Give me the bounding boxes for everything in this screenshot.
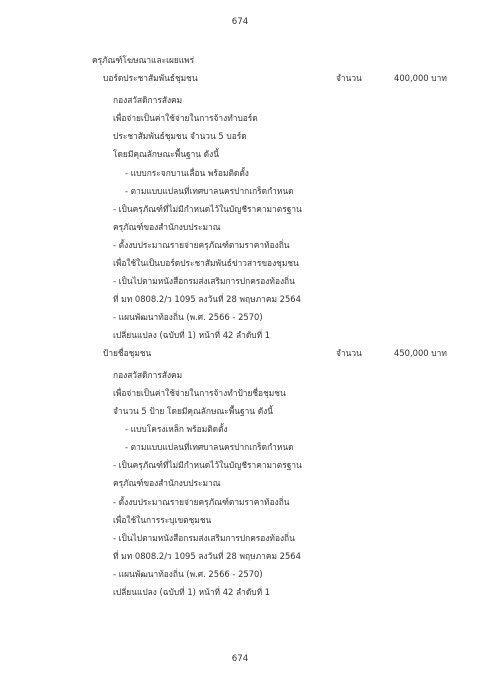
item-detail-line: ที่ มท 0808.2/ว 1095 ลงวันที่ 28 พฤษภาคม 2564 [113,294,301,304]
item-detail-line: เปลี่ยนแปลง (ฉบับที่ 1) หน้าที่ 42 ลำดับที่ 1 [113,330,271,340]
item-detail-line: - เป็นครุภัณฑ์ที่ไม่มีกำหนดไว้ในบัญชีราคามาตรฐาน [113,460,302,470]
item-detail-line: - แบบกระจกบานเลื่อน พร้อมติดตั้ง [125,168,249,178]
item-detail-line: เพื่อใช้ในการระบุเขตชุมชน [113,515,212,525]
item-detail-line: เปลี่ยนแปลง (ฉบับที่ 1) หน้าที่ 42 ลำดับที่ 1 [113,587,271,597]
item-detail-line: - เป็นไปตามหนังสือกรมส่งเสริมการปกครองท้องถิ่น [113,276,295,286]
amount-value: 400,000 บาท [394,73,447,83]
amount-label: จำนวน [336,348,362,358]
item-detail-line: ประชาสัมพันธ์ชุมชน จำนวน 5 บอร์ด [113,131,247,141]
item-detail-line: เพื่อจ่ายเป็นค่าใช้จ่ายในการจ้างทำบอร์ด [113,113,258,123]
page-number-top: 674 [231,17,249,27]
item-detail-line: โดยมีคุณลักษณะพื้นฐาน ดังนี้ [113,149,219,159]
item-detail-line: - เป็นครุภัณฑ์ที่ไม่มีกำหนดไว้ในบัญชีราคามาตรฐาน [113,204,302,214]
item-detail-line: ที่ มท 0808.2/ว 1095 ลงวันที่ 28 พฤษภาคม 2564 [113,551,301,561]
item-detail-line: เพื่อใช้ในเป็นบอร์ดประชาสัมพันธ์ข่าวสารของชุมชน [113,258,299,268]
item-detail-line: - แบบโครงเหล็ก พร้อมติดตั้ง [125,424,228,434]
item-detail-line: - เป็นไปตามหนังสือกรมส่งเสริมการปกครองท้องถิ่น [113,533,295,543]
item-detail-line: ครุภัณฑ์ของสำนักงบประมาณ [113,222,221,232]
item-detail-line: จำนวน 5 ป้าย โดยมีคุณลักษณะพื้นฐาน ดังนี้ [113,406,273,416]
item-detail-line: - ตามแบบแปลนที่เทศบาลนครปากเกร็ดกำหนด [125,442,294,452]
item-detail-line: เพื่อจ่ายเป็นค่าใช้จ่ายในการจ้างทำป้ายชื่อชุมชน [113,388,286,398]
item-detail-line: - แผนพัฒนาท้องถิ่น (พ.ศ. 2566 - 2570) [113,312,263,322]
item-detail-line: - แผนพัฒนาท้องถิ่น (พ.ศ. 2566 - 2570) [113,569,263,579]
item-detail-line: กองสวัสดิการสังคม [113,370,183,380]
item-detail-line: กองสวัสดิการสังคม [113,95,183,105]
amount-value: 450,000 บาท [394,348,447,358]
page-number-bottom: 674 [231,654,249,664]
amount-label: จำนวน [336,73,362,83]
item-detail-line: - ตั้งงบประมาณรายจ่ายครุภัณฑ์ตามราคาท้องถิ่น [113,497,290,507]
item-detail-line: - ตามแบบแปลนที่เทศบาลนครปากเกร็ดกำหนด [125,186,294,196]
item-title: บอร์ดประชาสัมพันธ์ชุมชน [103,73,198,83]
item-title: ป้ายชื่อชุมชน [103,348,152,358]
item-detail-line: - ตั้งงบประมาณรายจ่ายครุภัณฑ์ตามราคาท้องถิ่น [113,240,290,250]
category-heading: ครุภัณฑ์โฆษณาและเผยแพร่ [92,55,195,65]
item-detail-line: ครุภัณฑ์ของสำนักงบประมาณ [113,478,221,488]
